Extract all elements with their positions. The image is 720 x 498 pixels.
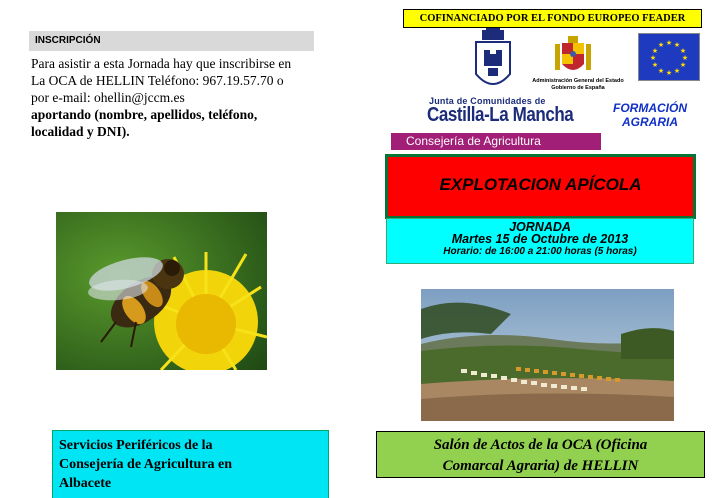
svg-text:★: ★ — [679, 47, 687, 55]
inscripcion-line: por e-mail: ohellin@jccm.es — [31, 90, 185, 105]
inscripcion-line: La OCA de HELLIN Teléfono: 967.19.57.70 o — [31, 73, 284, 88]
svg-text:★: ★ — [673, 41, 681, 49]
jornada-box — [386, 218, 694, 264]
svg-text:★: ★ — [657, 41, 665, 49]
eu-flag-icon — [638, 33, 700, 81]
castilla-la-mancha-logo-text: Castilla-La Mancha — [427, 104, 574, 126]
spain-coat-of-arms-icon — [553, 36, 593, 76]
inscripcion-heading: INSCRIPCIÓN — [29, 31, 314, 51]
venue-line: Salón de Actos de la OCA (Oficina — [433, 437, 648, 453]
jornada-date: Martes 15 de Octubre de 2013 — [451, 232, 629, 246]
venue-box — [376, 431, 705, 478]
jornada-label: JORNADA — [509, 220, 571, 234]
administracion-general-label — [528, 78, 628, 92]
servicios-line: Albacete — [59, 476, 112, 491]
inscripcion-line: Para asistir a esta Jornada hay que inscribirse en — [31, 56, 292, 71]
castilla-la-mancha-shield-icon — [470, 28, 516, 94]
svg-text:★: ★ — [651, 47, 659, 55]
servicios-line: Consejería de Agricultura en — [59, 457, 233, 472]
servicios-perifericos-box — [52, 430, 329, 498]
apiary-photo — [421, 289, 674, 421]
event-title: EXPLOTACION APÍCOLA — [385, 154, 696, 219]
formacion-line: FORMACIÓN — [613, 101, 687, 115]
svg-text:★: ★ — [665, 69, 673, 77]
svg-text:★: ★ — [665, 39, 673, 47]
venue-line: Comarcal Agraria) de HELLIN — [442, 458, 639, 474]
consejeria-agricultura-bar: Consejería de Agricultura — [391, 133, 601, 150]
svg-text:★: ★ — [657, 67, 665, 75]
formacion-agraria-label — [600, 101, 700, 129]
jornada-horario: Horario: de 16:00 a 21:00 horas (5 horas) — [443, 246, 637, 257]
svg-text:★: ★ — [651, 61, 659, 69]
formacion-line: AGRARIA — [622, 115, 678, 129]
inscripcion-bold-line: aportando (nombre, apellidos, teléfono, — [31, 107, 258, 122]
svg-text:★: ★ — [679, 61, 687, 69]
inscripcion-text — [31, 55, 321, 140]
admin-line: Administración General del Estado — [532, 78, 624, 84]
svg-text:★: ★ — [681, 54, 689, 62]
bee-on-dandelion-photo — [56, 212, 267, 370]
junta-label: Junta de Comunidades de — [429, 96, 546, 106]
servicios-line: Servicios Periféricos de la — [59, 438, 213, 453]
inscripcion-bold-line: localidad y DNI). — [31, 124, 130, 139]
svg-text:★: ★ — [673, 67, 681, 75]
cofinanciado-banner: COFINANCIADO POR EL FONDO EUROPEO FEADER — [403, 9, 702, 28]
svg-text:★: ★ — [649, 54, 657, 62]
admin-line: Gobierno de España — [551, 85, 605, 91]
